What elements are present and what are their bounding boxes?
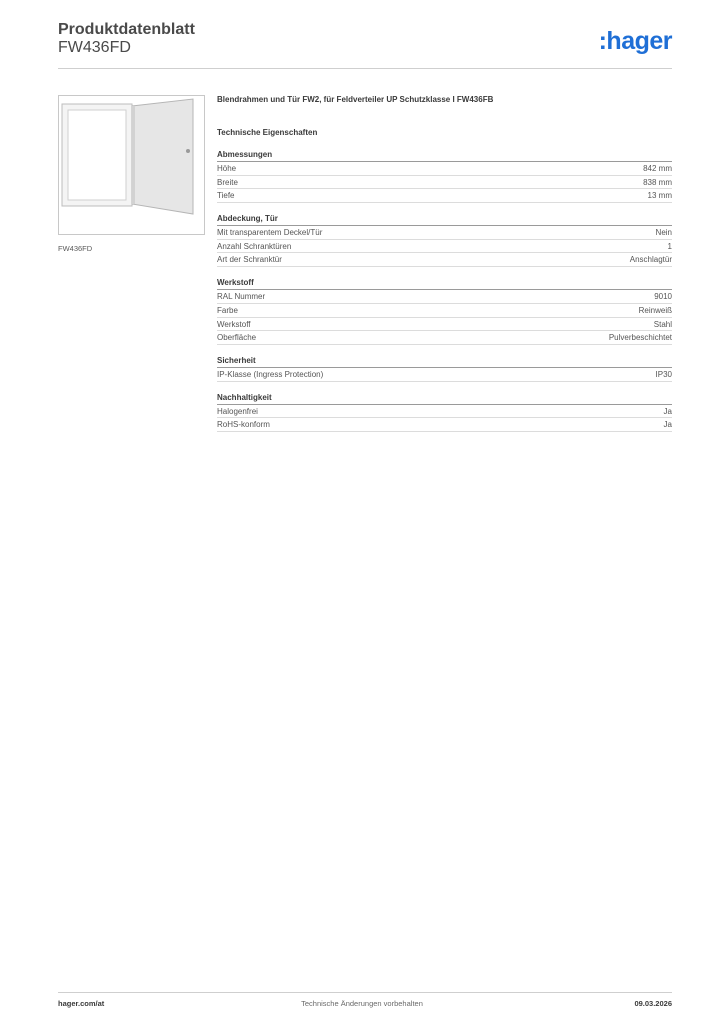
spec-group <box>217 356 672 382</box>
spec-label: Art der Schranktür <box>217 255 282 265</box>
spec-row <box>217 176 672 190</box>
spec-label: Oberfläche <box>217 333 257 343</box>
spec-value: Anschlagtür <box>629 255 672 265</box>
spec-label: Tiefe <box>217 191 235 201</box>
spec-value: IP30 <box>655 369 672 379</box>
header-divider <box>58 68 672 69</box>
spec-label: Halogenfrei <box>217 406 258 416</box>
spec-value: 1 <box>667 241 672 251</box>
spec-row <box>217 226 672 240</box>
spec-row <box>217 253 672 267</box>
footer-disclaimer: Technische Änderungen vorbehalten <box>301 999 423 1008</box>
hager-logo: :hager <box>598 27 672 55</box>
technical-properties-heading: Technische Eigenschaften <box>217 128 318 137</box>
spec-value: 13 mm <box>647 191 672 201</box>
group-title: Abdeckung, Tür <box>217 214 672 226</box>
spec-label: RoHS-konform <box>217 420 270 430</box>
spec-row <box>217 405 672 419</box>
spec-label: Anzahl Schranktüren <box>217 241 292 251</box>
group-title: Werkstoff <box>217 278 672 290</box>
group-title: Abmessungen <box>217 150 672 162</box>
product-description: Blendrahmen und Tür FW2, für Feldverteiler UP Schutzklasse I FW436FB <box>217 95 494 104</box>
spec-value: Nein <box>655 228 672 238</box>
spec-label: Werkstoff <box>217 319 251 329</box>
spec-row <box>217 418 672 432</box>
spec-value: Pulverbeschichtet <box>608 333 672 343</box>
spec-content <box>217 95 672 443</box>
group-title: Sicherheit <box>217 356 672 368</box>
spec-value: 838 mm <box>643 177 672 187</box>
spec-label: IP-Klasse (Ingress Protection) <box>217 369 324 379</box>
spec-group <box>217 214 672 267</box>
spec-row <box>217 162 672 176</box>
article-number: FW436FD <box>58 39 131 56</box>
spec-group <box>217 278 672 345</box>
spec-label: RAL Nummer <box>217 292 266 302</box>
door-frame-image-icon <box>59 96 204 234</box>
page-title: Produktdatenblatt <box>58 21 195 38</box>
spec-group <box>217 150 672 203</box>
spec-row <box>217 331 672 345</box>
spec-value: 842 mm <box>643 164 672 173</box>
group-title: Nachhaltigkeit <box>217 393 672 405</box>
spec-row <box>217 189 672 203</box>
product-image-caption: FW436FD <box>58 244 93 253</box>
spec-label: Höhe <box>217 164 237 173</box>
spec-value: Stahl <box>653 319 672 329</box>
spec-group <box>217 393 672 432</box>
spec-value: 9010 <box>654 292 672 302</box>
spec-row <box>217 304 672 318</box>
footer-date: 09.03.2026 <box>634 999 672 1008</box>
spec-value: Reinweiß <box>638 305 672 315</box>
spec-label: Mit transparentem Deckel/Tür <box>217 228 323 238</box>
spec-value: Ja <box>663 420 672 430</box>
footer-website: hager.com/at <box>58 999 105 1008</box>
product-image <box>58 95 205 235</box>
spec-label: Farbe <box>217 305 238 315</box>
spec-row <box>217 368 672 382</box>
spec-row <box>217 240 672 254</box>
spec-value: Ja <box>663 406 672 416</box>
spec-row <box>217 290 672 304</box>
footer-divider <box>58 992 672 993</box>
spec-row <box>217 318 672 332</box>
spec-label: Breite <box>217 177 238 187</box>
